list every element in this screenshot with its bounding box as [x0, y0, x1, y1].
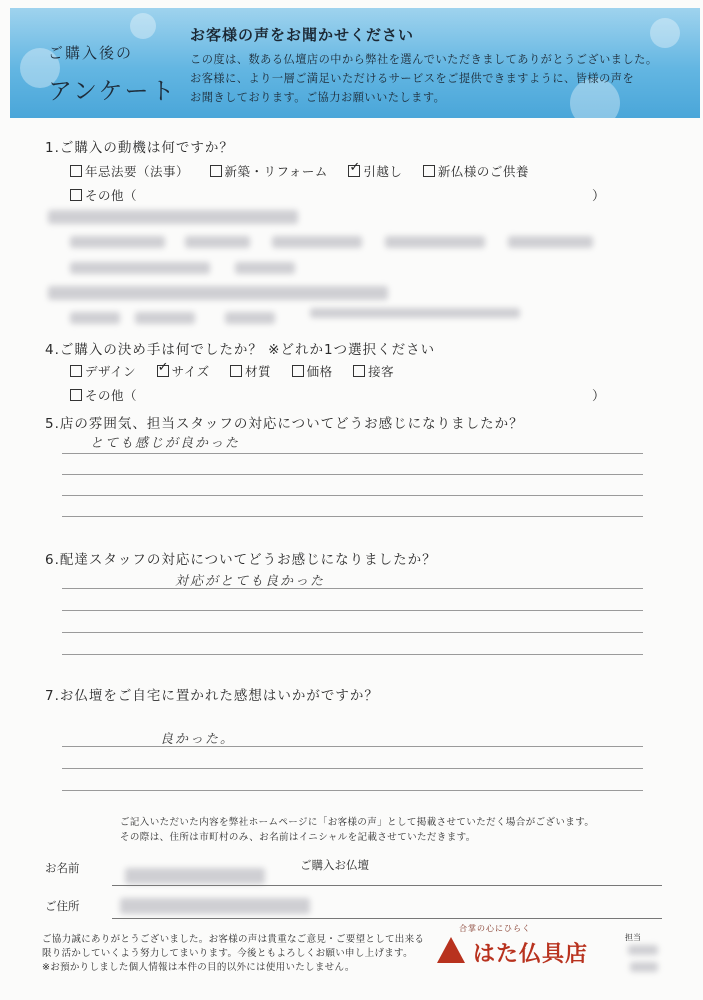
option-label: サイズ: [171, 364, 210, 379]
banner-body-line: この度は、数ある仏壇店の中から弊社を選んでいただきましてありがとうございました。: [190, 53, 658, 66]
staff-stamp-label: 担当: [625, 933, 641, 942]
redacted-block: [185, 236, 250, 248]
answer-line: [62, 453, 643, 454]
q1-option[interactable]: [348, 162, 402, 180]
question-1: 1.ご購入の動機は何ですか？: [45, 140, 234, 156]
q1-option[interactable]: [423, 162, 529, 180]
redacted-block: [48, 286, 388, 300]
q1-option[interactable]: [210, 162, 328, 180]
option-label: 引越し: [363, 164, 403, 179]
checkbox[interactable]: [210, 165, 222, 177]
q4-option[interactable]: [230, 362, 271, 380]
q4-option[interactable]: [70, 362, 136, 380]
redacted-stamp: [628, 945, 658, 955]
redacted-block: [70, 236, 165, 248]
option-label: その他（: [85, 388, 138, 403]
answer-line: [62, 654, 643, 655]
checkbox[interactable]: [70, 365, 82, 377]
checkbox[interactable]: [70, 389, 82, 401]
q1-other-option[interactable]: [70, 186, 137, 204]
paren-close: ）: [592, 389, 606, 404]
address-line: [112, 918, 662, 919]
answer-line: [62, 746, 643, 747]
q1-option[interactable]: [70, 162, 189, 180]
logo-tagline: 合掌の心にひらく: [459, 924, 531, 933]
redacted-block: [135, 312, 195, 324]
banner-body: [190, 50, 690, 107]
answer-line: [62, 768, 643, 769]
option-label: その他（: [85, 188, 138, 203]
notice-line: その際は、住所は市町村のみ、お名前はイニシャルを記載させていただきます。: [120, 832, 476, 843]
option-label: 新築・リフォーム: [224, 164, 328, 179]
footer-line: ※お預かりしました個人情報は本件の目的以外には使用いたしません。: [42, 962, 355, 973]
answer-line: [62, 516, 643, 517]
answer-line: [62, 610, 643, 611]
option-label: 材質: [245, 364, 272, 379]
redacted-block: [70, 262, 210, 274]
checkbox[interactable]: [353, 365, 365, 377]
question-6: 6.配達スタッフの対応についてどうお感じになりましたか？: [45, 552, 437, 568]
handwritten-answer: 良かった。: [160, 732, 236, 747]
bubble-decoration: [130, 13, 156, 39]
redacted-name: [125, 868, 265, 884]
redacted-stamp: [630, 962, 658, 972]
redacted-block: [225, 312, 275, 324]
option-label: 接客: [368, 364, 395, 379]
redacted-block: [272, 236, 362, 248]
footer-text: [42, 933, 424, 975]
q4-other-option[interactable]: [70, 386, 137, 404]
handwritten-answer: 対応がとても良かった: [175, 574, 326, 589]
redacted-block: [385, 236, 485, 248]
option-label: 年忌法要（法事）: [85, 164, 190, 179]
banner-title: アンケート: [48, 77, 177, 105]
paren-close: ）: [592, 189, 606, 204]
option-label: デザイン: [85, 364, 137, 379]
q4-options: [70, 362, 410, 380]
address-label: ご住所: [45, 899, 80, 913]
q4-option[interactable]: [292, 362, 333, 380]
redacted-block: [70, 312, 120, 324]
q1-options: [70, 162, 545, 180]
checkbox-checked[interactable]: [157, 365, 169, 377]
answer-line: [62, 632, 643, 633]
q4-option[interactable]: [157, 362, 210, 380]
redacted-block: [48, 210, 298, 224]
checkbox[interactable]: [423, 165, 435, 177]
question-7: 7.お仏壇をご自宅に置かれた感想はいかがですか？: [45, 688, 379, 704]
banner-body-line: お客様に、より一層ご満足いただけるサービスをご提供できますように、皆様の声を: [190, 72, 635, 85]
question-4: 4.ご購入の決め手は何でしたか？ ※どれか1つ選択ください: [45, 342, 436, 358]
logo-name: はた仏具店: [473, 942, 589, 967]
answer-line: [62, 588, 643, 589]
name-label: お名前: [45, 861, 80, 875]
logo-mountain-icon: [437, 937, 465, 963]
header-banner: [10, 8, 700, 118]
banner-heading: お客様の声をお聞かせください: [190, 26, 415, 44]
answer-line: [62, 790, 643, 791]
purchase-label: ご購入お仏壇: [300, 858, 369, 872]
question-5: 5.店の雰囲気、担当スタッフの対応についてどうお感じになりましたか？: [45, 416, 524, 432]
option-label: 価格: [306, 364, 333, 379]
footer-line: ご協力誠にありがとうございました。お客様の声は貴重なご意見・ご要望として出来る: [42, 934, 425, 945]
redacted-block: [508, 236, 593, 248]
handwritten-answer: とても感じが良かった: [90, 436, 241, 451]
answer-line: [62, 474, 643, 475]
notice-line: ご記入いただいた内容を弊社ホームページに「お客様の声」として掲載させていただく場合がございます。: [120, 817, 595, 828]
checkbox[interactable]: [70, 189, 82, 201]
footer-line: 限り活かしていくよう努力してまいります。今後ともよろしくお願い申し上げます。: [42, 948, 413, 959]
redacted-address: [120, 898, 310, 914]
banner-subtitle: ご購入後の: [48, 44, 134, 62]
q4-option[interactable]: [353, 362, 394, 380]
checkbox[interactable]: [230, 365, 242, 377]
company-logo: [437, 925, 607, 965]
answer-line: [62, 495, 643, 496]
bubble-decoration: [650, 18, 680, 48]
checkbox[interactable]: [70, 165, 82, 177]
redacted-block: [235, 262, 295, 274]
redacted-block: [310, 308, 520, 318]
banner-title-block: [48, 42, 177, 106]
name-line: [112, 885, 662, 886]
publication-notice: [120, 815, 594, 845]
checkbox-checked[interactable]: [348, 165, 360, 177]
banner-body-line: お聞きしております。ご協力お願いいたします。: [190, 91, 446, 104]
option-label: 新仏様のご供養: [437, 164, 529, 179]
checkbox[interactable]: [292, 365, 304, 377]
